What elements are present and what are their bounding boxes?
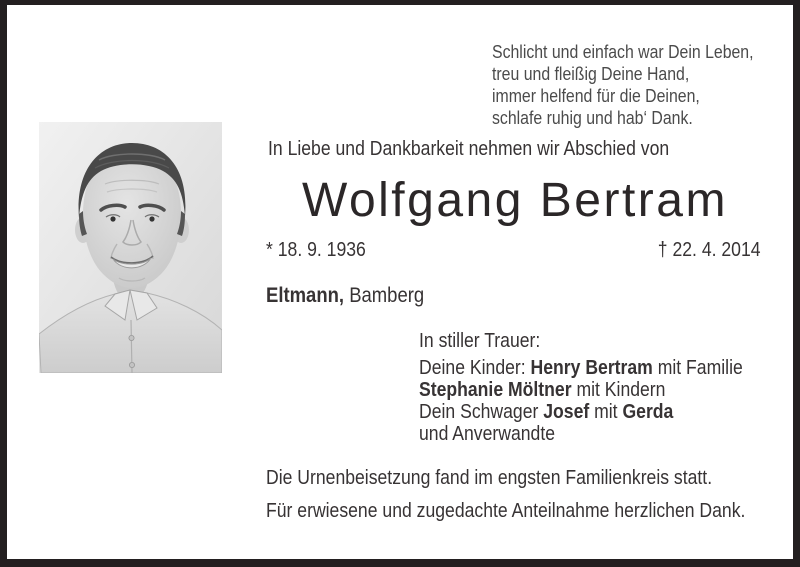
mourner-text: Deine Kinder:: [419, 357, 531, 379]
thanks-line: Für erwiesene und zugedachte Anteilnahme herzlichen Dank.: [266, 500, 746, 522]
deceased-name: Wolfgang Bertram: [302, 174, 728, 227]
mourner-text: Dein Schwager: [419, 401, 544, 423]
intro-line: In Liebe und Dankbarkeit nehmen wir Abschied von: [268, 138, 670, 160]
memorial-poem: [492, 41, 754, 129]
mourner-line: [419, 401, 743, 423]
mourner-line: [419, 423, 743, 445]
mourner-name: Josef: [543, 401, 590, 423]
residence-primary: Eltmann,: [266, 284, 345, 307]
poem-line: Schlicht und einfach war Dein Leben,: [492, 42, 754, 62]
obituary-card: [7, 5, 793, 559]
mourners-list: [419, 357, 743, 445]
mourner-text: mit Familie: [652, 357, 743, 379]
poem-line: immer helfend für die Deinen,: [492, 86, 700, 106]
portrait-photo: [39, 122, 222, 373]
poem-line: schlafe ruhig und hab‘ Dank.: [492, 108, 693, 128]
mourning-heading: In stiller Trauer:: [419, 330, 541, 352]
burial-notice-line: Die Urnenbeisetzung fand im engsten Familienkreis statt.: [266, 467, 713, 489]
mourner-line: [419, 357, 743, 379]
mourner-name: Gerda: [622, 401, 674, 423]
death-date: † 22. 4. 2014: [657, 239, 761, 261]
mourner-text: mit Kindern: [571, 379, 666, 401]
residence-secondary: Bamberg: [349, 284, 425, 307]
mourner-text: und Anverwandte: [419, 423, 556, 445]
birth-date: * 18. 9. 1936: [266, 239, 366, 261]
residence-line: [266, 283, 424, 308]
poem-line: treu und fleißig Deine Hand,: [492, 64, 690, 84]
portrait-photo-image: [39, 122, 222, 373]
mourner-text: mit: [589, 401, 623, 423]
mourner-line: [419, 379, 743, 401]
life-dates: [266, 238, 761, 262]
mourner-name: Henry Bertram: [530, 357, 653, 379]
mourner-name: Stephanie Möltner: [419, 379, 572, 401]
